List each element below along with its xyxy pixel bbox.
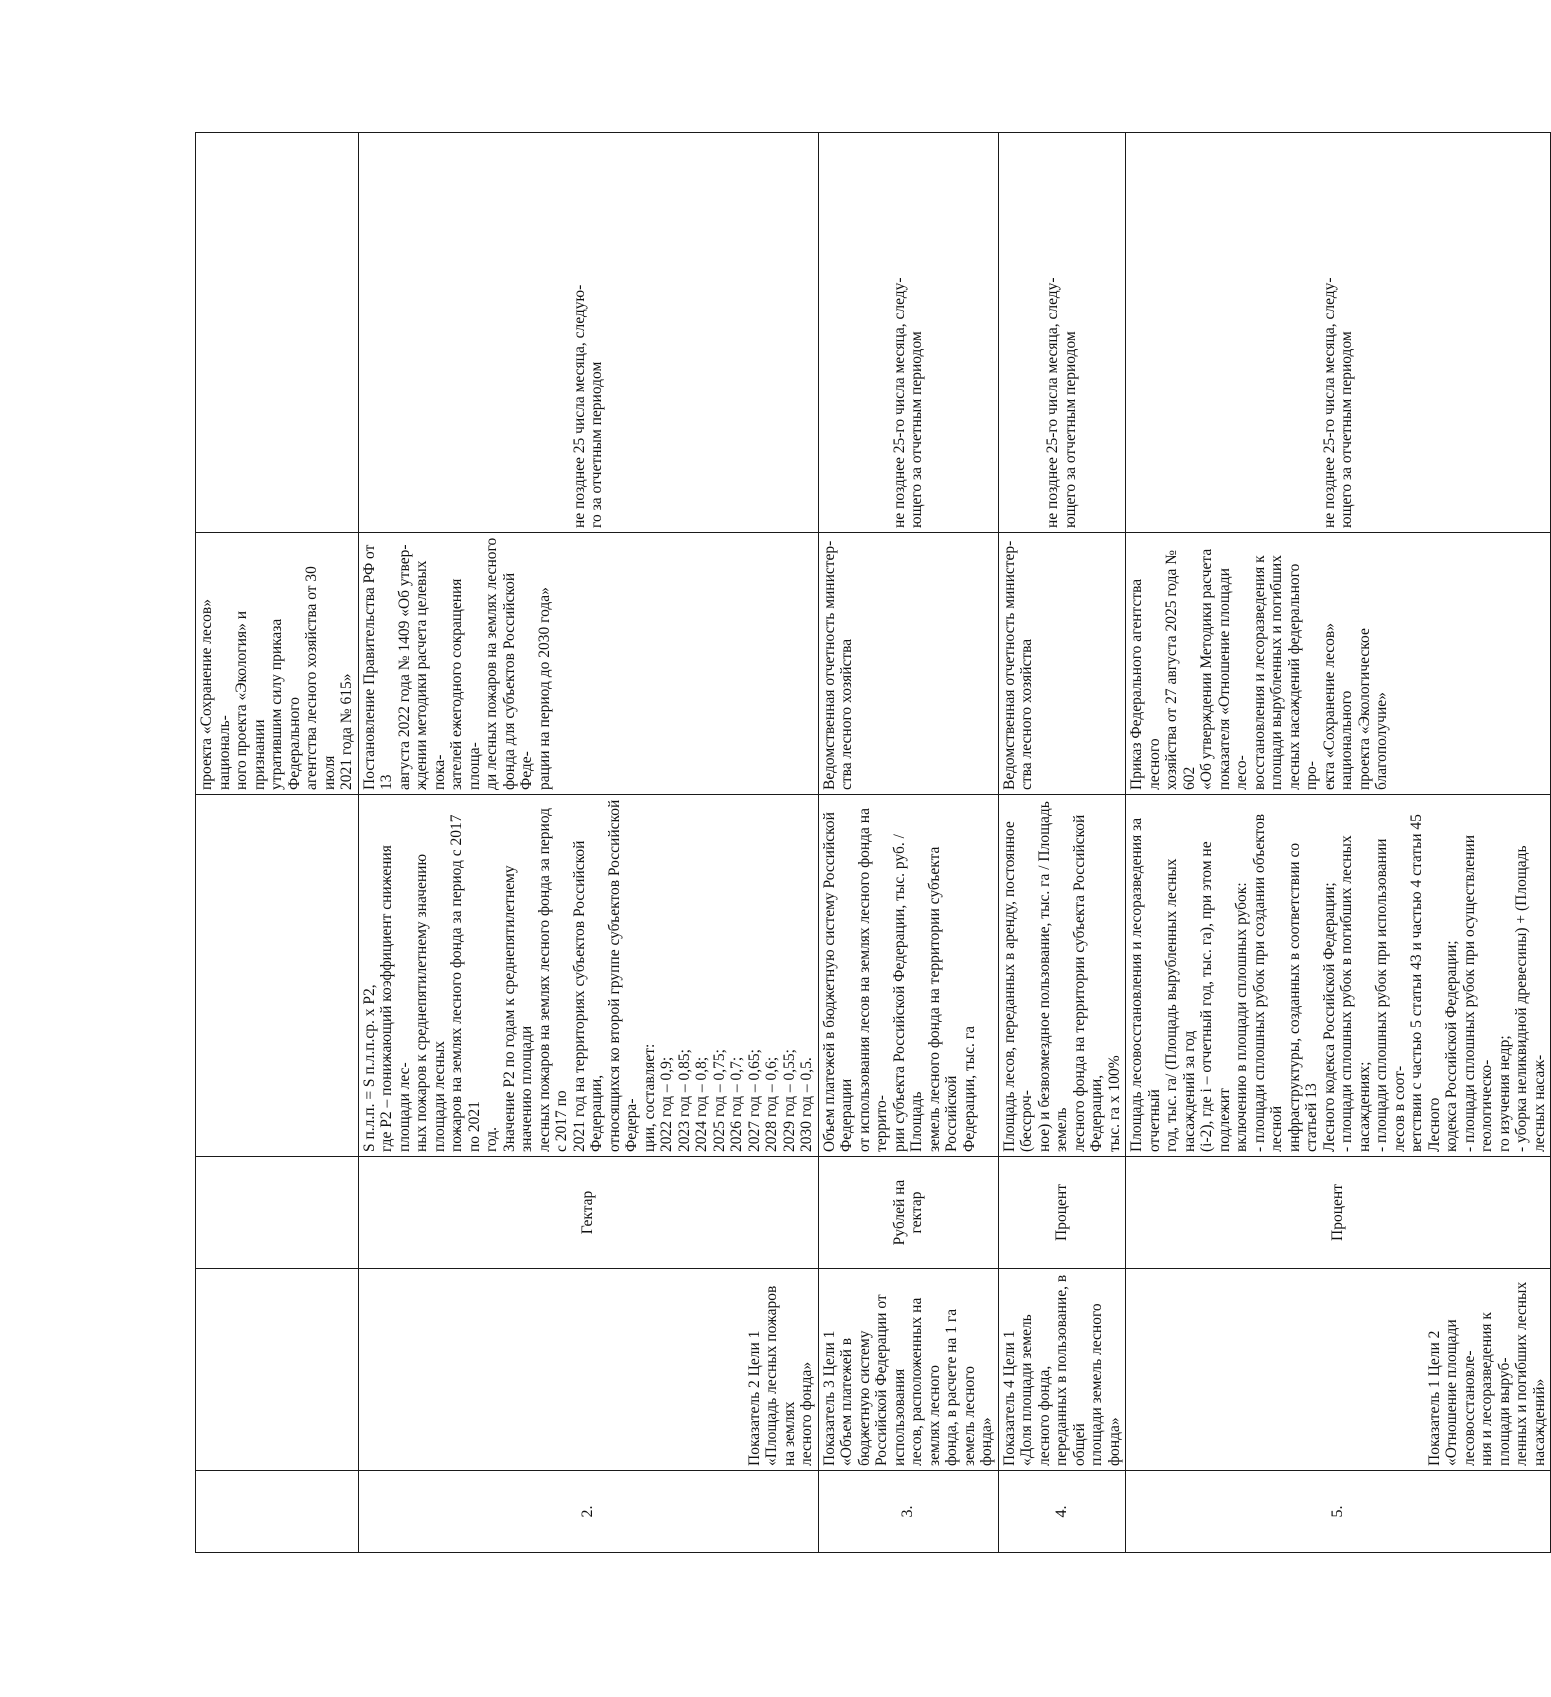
indicator-cell-line: Показатель 1 Цели 2 [1425,1330,1443,1466]
formula-cell-line: Площадь лесов, переданных в аренду, постоянное (бессроч- [1000,821,1035,1152]
formula-cell-line: лесных пожаров на землях лесного фонда за период с 2017 по [535,807,570,1152]
indicator-cell-line: «Доля площади земель лесного фонда, [1018,1314,1053,1466]
indicator-cell-line: фонда» [978,1417,995,1466]
formula-cell-line: Лесного кодекса Российской Федерации; [1320,882,1338,1152]
source-cell [818,533,998,795]
period-cell-line: го за отчетным периодом [588,361,605,528]
unit-cell: Гектар [358,1157,818,1269]
period-cell-line: не позднее 25-го числа месяца, следу- [890,277,908,528]
row-number [196,1471,359,1553]
source-cell-line: Ведомственная отчетность министер- [1000,540,1018,790]
formula-cell-line: 2021 год на территориях субъектов Российской Федерации, [570,840,605,1152]
formula-cell-line: год. [483,1126,500,1152]
indicator-cell-line: лесов, расположенных на землях лесного [908,1297,943,1466]
formula-cell-line: S п.л.п. = S п.л.п.ср. х Р2, [360,984,378,1152]
source-cell-line: рации на период до 2030 года» [535,587,553,790]
indicator-cell-line: «Отношение площади лесовосстановле- [1443,1319,1478,1466]
formula-cell-line: - уборка неликвидной древесины) + (Площадь лесных насаж- [1513,845,1548,1152]
formula-cell-line: ции, составляет: [640,1043,658,1152]
formula-cell-line: где Р2 – понижающий коэффициент снижения площади лес- [378,845,413,1152]
formula-cell-line: 2026 год – 0,7; [728,1056,745,1152]
formula-cell-line: ное) и безвозмездное пользование, тыс. га / Площадь земель [1035,801,1070,1152]
source-cell-line: показателя «Отношение площади лесо- [1215,568,1250,790]
source-cell-line: площади вырубленных и погибших [1268,555,1285,790]
formula-cell-line: рии субъекта Российской Федерации, тыс. руб. / Площадь [890,834,925,1152]
formula-cell-line: Федерации, тыс. га [960,1025,978,1152]
formula-cell-line: инфраструктуры, созданных в соответствии со статьей 13 [1285,842,1320,1152]
period-cell-line: ющего за отчетным периодом [908,331,925,528]
indicator-cell-line: ленных и погибших лесных насаждений» [1513,1281,1548,1466]
formula-cell-line: земель лесного фонда на территории субъекта Российской [925,846,960,1152]
formula-cell-line: Площадь лесовосстановления и лесоразведения за отчетный [1128,817,1163,1152]
period-cell [196,133,359,533]
period-cell-line: ющего за отчетным периодом [1061,331,1079,528]
source-cell-line: ного проекта «Экология» и признании [233,610,268,790]
table-row [358,133,818,1553]
formula-cell-line: 2024 год – 0,8; [693,1056,710,1152]
source-cell [358,533,818,795]
source-cell-line: лесных насаждений федерального про- [1285,563,1320,790]
formula-cell [818,795,998,1157]
source-cell-line: проекта «Экологическое благополучие» [1355,628,1390,790]
formula-cell-line: лесного фонда на территории субъекта Российской Федерации, [1070,814,1105,1152]
source-cell-line: ди лесных пожаров на землях лесного [483,537,500,790]
indicator-cell-line: фонда, в расчете на 1 га земель лесного [943,1308,978,1466]
formula-cell-line: тыс. га х 100% [1105,1055,1123,1152]
formula-cell-line: - площади сплошных рубок в погибших лесных насаждениях; [1338,835,1373,1152]
source-cell [998,533,1126,795]
indicator-cell [818,1269,998,1471]
indicator-cell-line: «Площадь лесных пожаров на землях [763,1285,798,1466]
formula-cell-line: Значение Р2 по годам к среднепятилетнему значению площади [500,865,535,1152]
source-cell-line: «Об утверждении Методики расчета [1198,548,1215,790]
indicator-cell-line: Российской Федерации от использования [873,1294,908,1466]
source-cell-line: проекта «Сохранение лесов» националь- [198,599,233,790]
formula-cell-line: кодекса Российской Федерации; [1443,940,1460,1152]
formula-cell-line: относящихся ко второй группе субъектов Российской Федера- [605,799,640,1152]
period-cell-line: ющего за отчетным периодом [1338,331,1355,528]
source-cell [1126,533,1551,795]
period-cell-line: не позднее 25 числа месяца, следую- [570,284,588,528]
table-row [818,133,998,1553]
period-cell-line: не позднее 25-го числа месяца, следу- [1044,277,1062,528]
rotated-page [195,133,1548,1553]
period-cell-line: не позднее 25-го числа месяца, следу- [1320,277,1338,528]
source-cell-line: агентства лесного хозяйства от 30 июля [303,566,338,790]
formula-cell-line: включению в площади сплошных рубок: [1233,882,1250,1152]
source-cell-line: Постановление Правительства РФ от 13 [360,544,395,790]
source-cell-line: екта «Сохранение лесов» национального [1320,623,1355,790]
source-cell-line: Ведомственная отчетность министер- [820,540,838,790]
table-row [196,133,359,1553]
formula-cell-line: - площади сплошных рубок при осуществлении геологическо- [1460,835,1495,1152]
indicator-cell-line: лесного фонда» [798,1361,815,1466]
unit-cell: Процент [1126,1157,1551,1269]
formula-cell-line: ных пожаров к среднепятилетнему значению площади лесных [413,853,448,1152]
formula-cell [998,795,1126,1157]
indicator-cell [358,1269,818,1471]
formula-cell-line: 2030 год – 0,5. [798,1057,815,1152]
period-cell [998,133,1126,533]
formula-cell [1126,795,1551,1157]
formula-cell-line: - площади сплошных рубок при использовании лесов в соот- [1373,838,1408,1152]
formula-cell-line: от использования лесов на землях лесного фонда на террито- [855,808,890,1152]
formula-cell-line: пожаров на землях лесного фонда за период с 2017 по 2021 [448,814,483,1152]
indicator-cell-line: площади земель лесного фонда» [1088,1303,1123,1466]
source-cell-line: фонда для субъектов Российской Феде- [500,572,535,790]
row-number: 3. [818,1471,998,1553]
indicator-cell [1126,1269,1551,1471]
formula-cell-line: 2025 год – 0,75; [710,1049,728,1152]
formula-cell [358,795,818,1157]
formula-cell-line: 2023 год – 0,85; [675,1049,693,1152]
source-cell-line: восстановления и лесоразведения к [1250,555,1268,790]
indicator-cell [998,1269,1126,1471]
formula-cell-line: (i-2), где i – отчетный год, тыс. га), при этом не подлежит [1198,841,1233,1152]
indicator-cell-line: «Объем платежей в бюджетную систему [838,1330,873,1466]
formula-cell-line: 2022 год – 0,9; [658,1056,675,1152]
source-cell-line: ства лесного хозяйства [1018,638,1035,790]
indicator-cell-line: ния и лесоразведения к площади выруб- [1478,1312,1513,1466]
source-cell [196,533,359,795]
formula-cell-line: - площади сплошных рубок при создании объектов лесной [1250,813,1285,1152]
period-cell [358,133,818,533]
source-cell-line: ства лесного хозяйства [838,638,855,790]
source-cell-line: ждении методики расчета целевых пока- [413,560,448,790]
indicator-cell-line: Показатель 4 Цели 1 [1000,1330,1018,1466]
unit-cell: Процент [998,1157,1126,1269]
source-cell-line: 2021 года № 615» [338,673,355,790]
unit-cell [196,1157,359,1269]
source-cell-line: Приказ Федерального агентства лесного [1128,578,1163,790]
formula-cell-line: ветствии с частью 5 статьи 43 и частью 4 статьи 45 Лесного [1408,814,1443,1152]
row-number: 5. [1126,1471,1551,1553]
source-cell-line: августа 2022 года № 1409 «Об утвер- [395,544,413,790]
source-cell-line: утратившим силу приказа Федерального [268,618,303,790]
row-number: 2. [358,1471,818,1553]
formula-cell-line: го изучения недр; [1495,1035,1513,1152]
unit-cell: Рублей на гектар [818,1157,998,1269]
table-row [1126,133,1551,1553]
source-cell-line: зателей ежегодного сокращения площа- [448,578,483,790]
period-cell [818,133,998,533]
formula-cell-line: 2027 год – 0,65; [745,1049,763,1152]
period-cell [1126,133,1551,533]
indicator-cell [196,1269,359,1471]
formula-cell-line: год, тыс. га/ (Площадь вырубленных лесных насаждений за год [1163,858,1198,1152]
formula-cell-line: Объем платежей в бюджетную систему Российской Федерации [820,812,855,1152]
indicator-cell-line: переданных в пользование, в общей [1053,1274,1088,1466]
indicator-cell-line: Показатель 2 Цели 1 [745,1330,763,1466]
row-number: 4. [998,1471,1126,1553]
source-cell-line: хозяйства от 27 августа 2025 года № 602 [1163,549,1198,790]
table-row [998,133,1126,1553]
indicator-cell-line: Показатель 3 Цели 1 [820,1330,838,1466]
formula-cell-line: 2028 год – 0,6; [763,1056,780,1152]
formula-cell [196,795,359,1157]
formula-cell-line: 2029 год – 0,55; [780,1049,798,1152]
indicators-table [195,132,1551,1553]
